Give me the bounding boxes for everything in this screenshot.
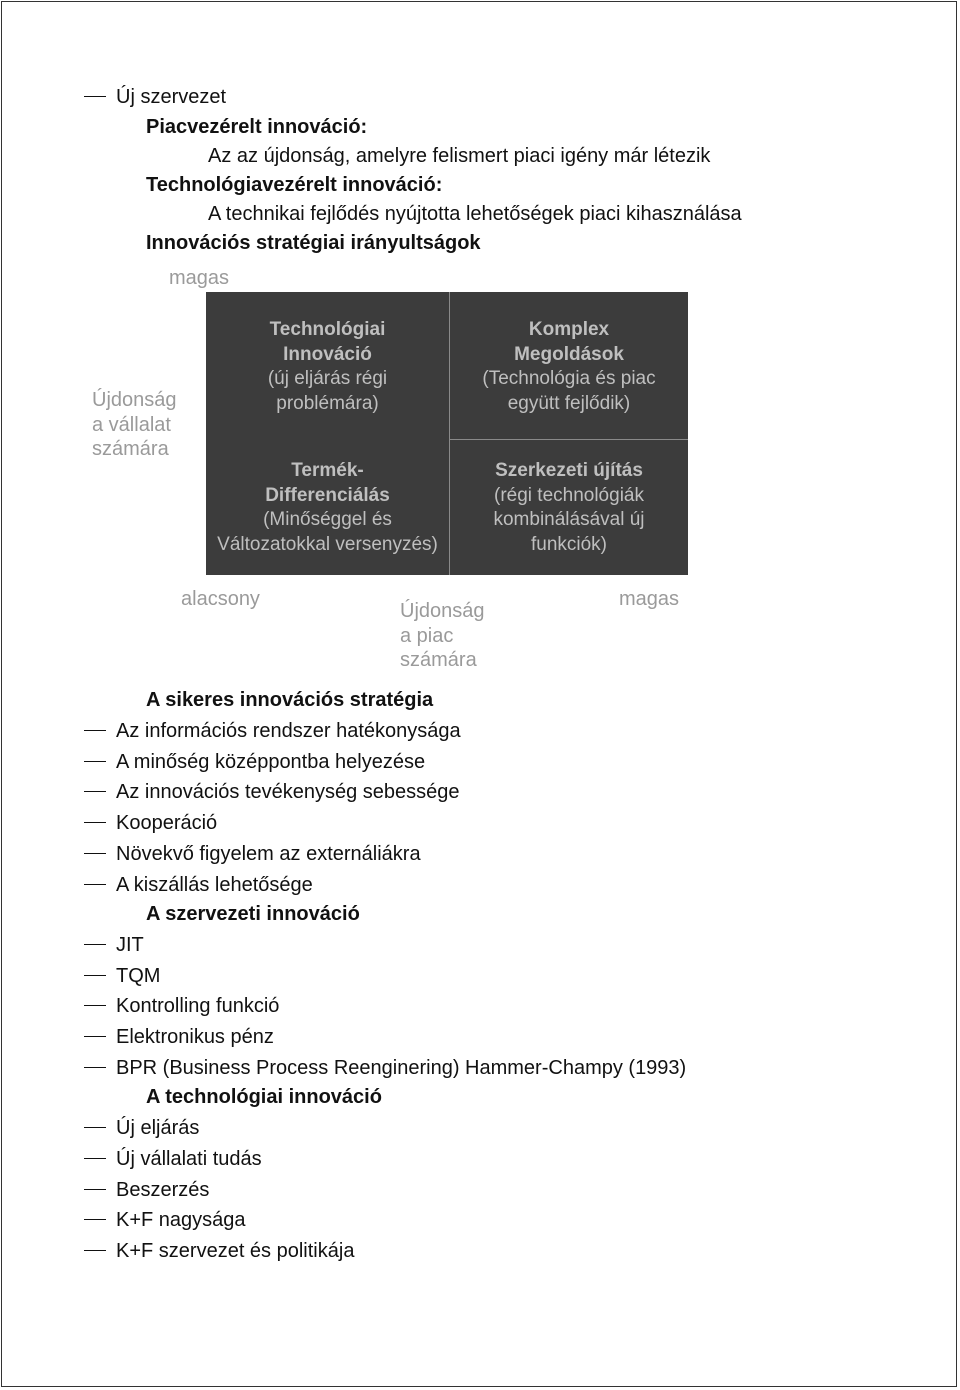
cell-title: Differenciálás	[265, 484, 390, 506]
cell-desc: funkciók)	[530, 533, 608, 555]
list-item	[84, 994, 279, 1018]
dash-bullet	[84, 975, 106, 976]
cell-title: Komplex	[528, 319, 610, 340]
dash-bullet	[84, 944, 106, 945]
list-item-text: Növekvő figyelem az externáliákra	[116, 843, 421, 865]
list-item-text: K+F szervezet és politikája	[116, 1240, 355, 1262]
cell-title: Megoldások	[514, 343, 624, 365]
y-axis-label	[92, 388, 177, 462]
heading-organizational-innovation: A szervezeti innováció	[146, 903, 360, 925]
cell-desc: kombinálásával új	[493, 509, 645, 530]
list-item-text: Kooperáció	[116, 812, 218, 834]
list-item	[84, 1116, 199, 1140]
list-item-text: Az innovációs tevékenység sebessége	[116, 781, 460, 803]
x-axis-label-line: Újdonság	[400, 600, 485, 622]
list-item-text: Az információs rendszer hatékonysága	[116, 720, 461, 742]
dash-bullet	[84, 1189, 106, 1190]
cell-desc: (Minőséggel és	[263, 509, 392, 530]
list-item	[84, 780, 460, 804]
text-technology-driven: A technikai fejlődés nyújtotta lehetőségek piaci kihasználása	[208, 203, 742, 225]
list-item	[84, 1147, 262, 1171]
list-item-text: A minőség középpontba helyezése	[116, 751, 426, 773]
dash-bullet	[84, 822, 106, 823]
list-item-text: K+F nagysága	[116, 1209, 246, 1231]
list-item	[84, 842, 421, 866]
x-axis-high-label: magas	[619, 588, 680, 610]
list-item-text: Új szervezet	[116, 86, 227, 108]
list-item	[84, 933, 144, 957]
list-item-text: A kiszállás lehetősége	[116, 874, 313, 896]
cell-title: Technológiai	[269, 319, 386, 340]
heading-strategy-orientations: Innovációs stratégiai irányultságok	[146, 232, 481, 254]
cell-product-differentiation	[206, 459, 449, 557]
dash-bullet	[84, 1219, 106, 1220]
list-item	[84, 873, 313, 897]
cell-structural-renewal	[450, 459, 688, 557]
matrix-divider-horizontal	[449, 439, 688, 440]
list-item-text: Elektronikus pénz	[116, 1026, 274, 1048]
dash-bullet	[84, 730, 106, 731]
list-item-text: Új vállalati tudás	[116, 1148, 262, 1170]
list-item	[84, 1178, 209, 1202]
list-item	[84, 1239, 354, 1263]
list-item-text: BPR (Business Process Reenginering) Hammer-Champy (1993)	[116, 1057, 687, 1079]
y-axis-label-line: a vállalat	[92, 413, 171, 436]
y-axis-label-line: számára	[92, 438, 169, 460]
dash-bullet	[84, 853, 106, 854]
heading-technological-innovation: A technológiai innováció	[146, 1086, 382, 1108]
text-market-driven: Az az újdonság, amelyre felismert piaci igény már létezik	[208, 145, 711, 167]
cell-technological-innovation	[206, 318, 449, 416]
heading-technology-driven: Technológiavezérelt innováció:	[146, 174, 443, 196]
dash-bullet	[84, 1036, 106, 1037]
dash-bullet	[84, 96, 106, 97]
list-item-text: TQM	[116, 965, 161, 987]
cell-desc: együtt fejlődik)	[507, 392, 631, 414]
list-item-text: Új eljárás	[116, 1117, 200, 1139]
cell-desc: Változatokkal versenyzés)	[217, 533, 438, 555]
dash-bullet	[84, 884, 106, 885]
cell-desc: (Technológia és piac	[482, 368, 656, 389]
cell-title: Innováció	[283, 343, 372, 365]
y-axis-high-label: magas	[169, 267, 230, 289]
dash-bullet	[84, 1005, 106, 1006]
list-item-text: Beszerzés	[116, 1179, 210, 1201]
cell-desc: (új eljárás régi	[267, 368, 388, 389]
heading-market-driven: Piacvezérelt innováció:	[146, 116, 368, 138]
list-item-text: JIT	[116, 934, 144, 956]
list-item	[84, 1025, 274, 1049]
cell-title: Szerkezeti újítás	[495, 460, 643, 481]
list-item-text: Kontrolling funkció	[116, 995, 280, 1017]
cell-desc: problémára)	[276, 392, 379, 414]
x-axis-label-line: számára	[400, 649, 477, 671]
y-axis-label-line: Újdonság	[92, 389, 177, 411]
heading-successful-strategy: A sikeres innovációs stratégia	[146, 689, 434, 711]
list-item	[84, 85, 226, 109]
list-item	[84, 719, 461, 743]
dash-bullet	[84, 761, 106, 762]
cell-complex-solutions	[450, 318, 688, 416]
list-item	[84, 811, 217, 835]
strategy-matrix	[206, 292, 688, 575]
list-item	[84, 964, 160, 988]
dash-bullet	[84, 1127, 106, 1128]
x-axis-low-label: alacsony	[181, 588, 260, 610]
list-item	[84, 1208, 246, 1232]
dash-bullet	[84, 1067, 106, 1068]
list-item	[84, 1056, 686, 1080]
dash-bullet	[84, 791, 106, 792]
x-axis-label-line: a piac	[400, 624, 454, 647]
cell-desc: (régi technológiák	[494, 484, 644, 506]
cell-title: Termék-	[291, 460, 364, 481]
dash-bullet	[84, 1158, 106, 1159]
list-item	[84, 750, 425, 774]
dash-bullet	[84, 1250, 106, 1251]
x-axis-label	[400, 599, 485, 673]
